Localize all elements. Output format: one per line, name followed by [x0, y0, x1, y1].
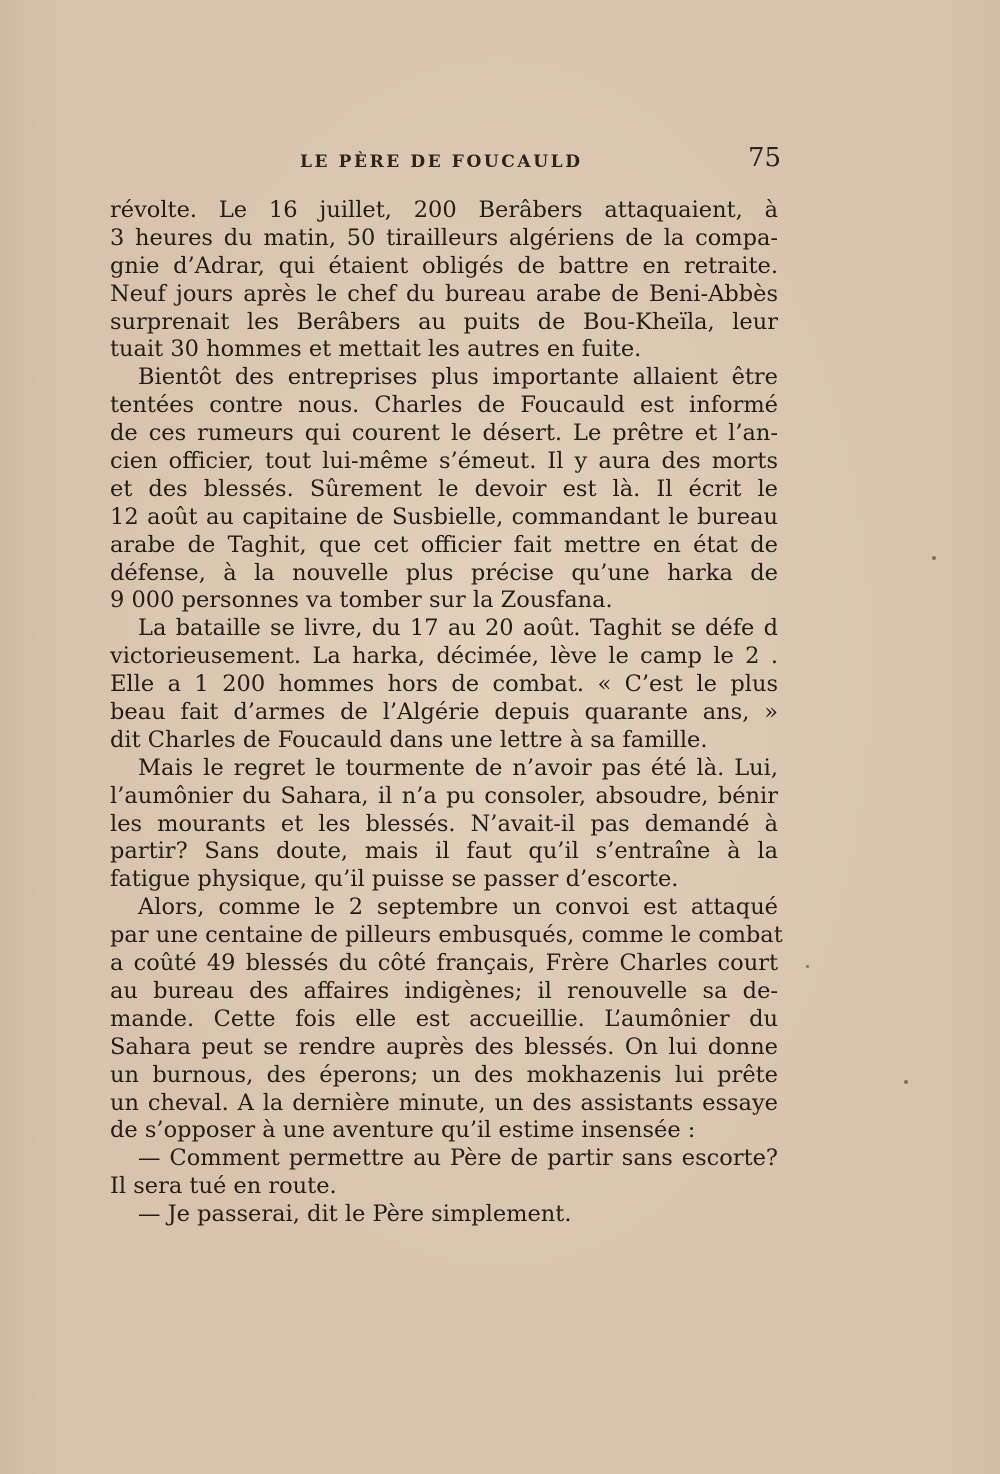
paper-speck — [932, 556, 936, 560]
paper-speck — [806, 965, 809, 968]
text-line: — Comment permettre au Père de partir sans escorte? — [138, 1145, 778, 1172]
text-line: de s’opposer à une aventure qu’il estime insensée : — [110, 1117, 696, 1144]
body-text — [110, 197, 783, 1229]
text-line: surprenait les Berâbers au puits de Bou-Kheïla, leur — [110, 308, 778, 335]
text-line: fatigue physique, qu’il puisse se passer d’escorte. — [110, 866, 679, 893]
text-line: défense, à la nouvelle plus précise qu’une harka de — [110, 559, 778, 586]
text-line: — Je passerai, dit le Père simplement. — [138, 1201, 572, 1228]
text-line: mande. Cette fois elle est accueillie. L’aumônier du — [110, 1005, 778, 1032]
text-line: et des blessés. Sûrement le devoir est là. Il écrit le — [110, 475, 778, 502]
text-line: dit Charles de Foucauld dans une lettre à sa famille. — [110, 726, 708, 753]
text-line: Mais le regret le tourmente de n’avoir pas été là. Lui, — [138, 754, 778, 781]
text-line: par une centaine de pilleurs embusqués, comme le combat — [110, 922, 783, 949]
text-line: Neuf jours après le chef du bureau arabe de Beni-Abbès — [110, 280, 778, 307]
text-line: un cheval. A la dernière minute, un des assistants essaye — [110, 1089, 778, 1116]
text-line: beau fait d’armes de l’Algérie depuis quarante ans, » — [110, 699, 778, 726]
text-line: Il sera tué en route. — [110, 1173, 337, 1200]
text-line: Sahara peut se rendre auprès des blessés. On lui donne — [110, 1033, 778, 1060]
text-line: 9 000 personnes va tomber sur la Zousfana. — [110, 587, 613, 614]
text-line: révolte. Le 16 juillet, 200 Berâbers attaquaient, à — [110, 197, 778, 223]
page-number: 75 — [748, 143, 782, 173]
text-line: de ces rumeurs qui courent le désert. Le prêtre et l’an- — [110, 420, 778, 447]
text-line: gnie d’Adrar, qui étaient obligés de battre en retraite. — [110, 252, 778, 279]
text-line: au bureau des affaires indigènes; il renouvelle sa de- — [110, 977, 778, 1004]
paper-speck — [904, 1080, 908, 1084]
text-line: La bataille se livre, du 17 au 20 août. Taghit se défe d — [138, 615, 778, 642]
text-line: Elle a 1 200 hommes hors de combat. « C’est le plus — [110, 671, 778, 698]
running-title: LE PÈRE DE FOUCAULD — [300, 152, 583, 172]
text-line: Bientôt des entreprises plus importante allaient être — [138, 364, 778, 391]
text-line: l’aumônier du Sahara, il n’a pu consoler, absoudre, bénir — [110, 782, 778, 809]
text-line: un burnous, des éperons; un des mokhazenis lui prête — [110, 1061, 778, 1088]
text-line: victorieusement. La harka, décimée, lève le camp le 2 . — [110, 643, 778, 670]
text-line: 3 heures du matin, 50 tirailleurs algériens de la compa- — [110, 224, 778, 251]
text-line: a coûté 49 blessés du côté français, Frère Charles court — [110, 950, 778, 977]
text-line: cien officier, tout lui-même s’émeut. Il y aura des morts — [110, 448, 778, 475]
text-line: arabe de Taghit, que cet officier fait mettre en état de — [110, 531, 778, 558]
text-line: les mourants et les blessés. N’avait-il pas demandé à — [110, 810, 778, 837]
text-line: 12 août au capitaine de Susbielle, commandant le bureau — [110, 503, 778, 530]
text-line: tuait 30 hommes et mettait les autres en fuite. — [110, 336, 642, 363]
text-line: Alors, comme le 2 septembre un convoi est attaqué — [138, 894, 778, 921]
text-line: partir? Sans doute, mais il faut qu’il s’entraîne à la — [110, 838, 778, 865]
text-line: tentées contre nous. Charles de Foucauld est informé — [110, 392, 778, 419]
